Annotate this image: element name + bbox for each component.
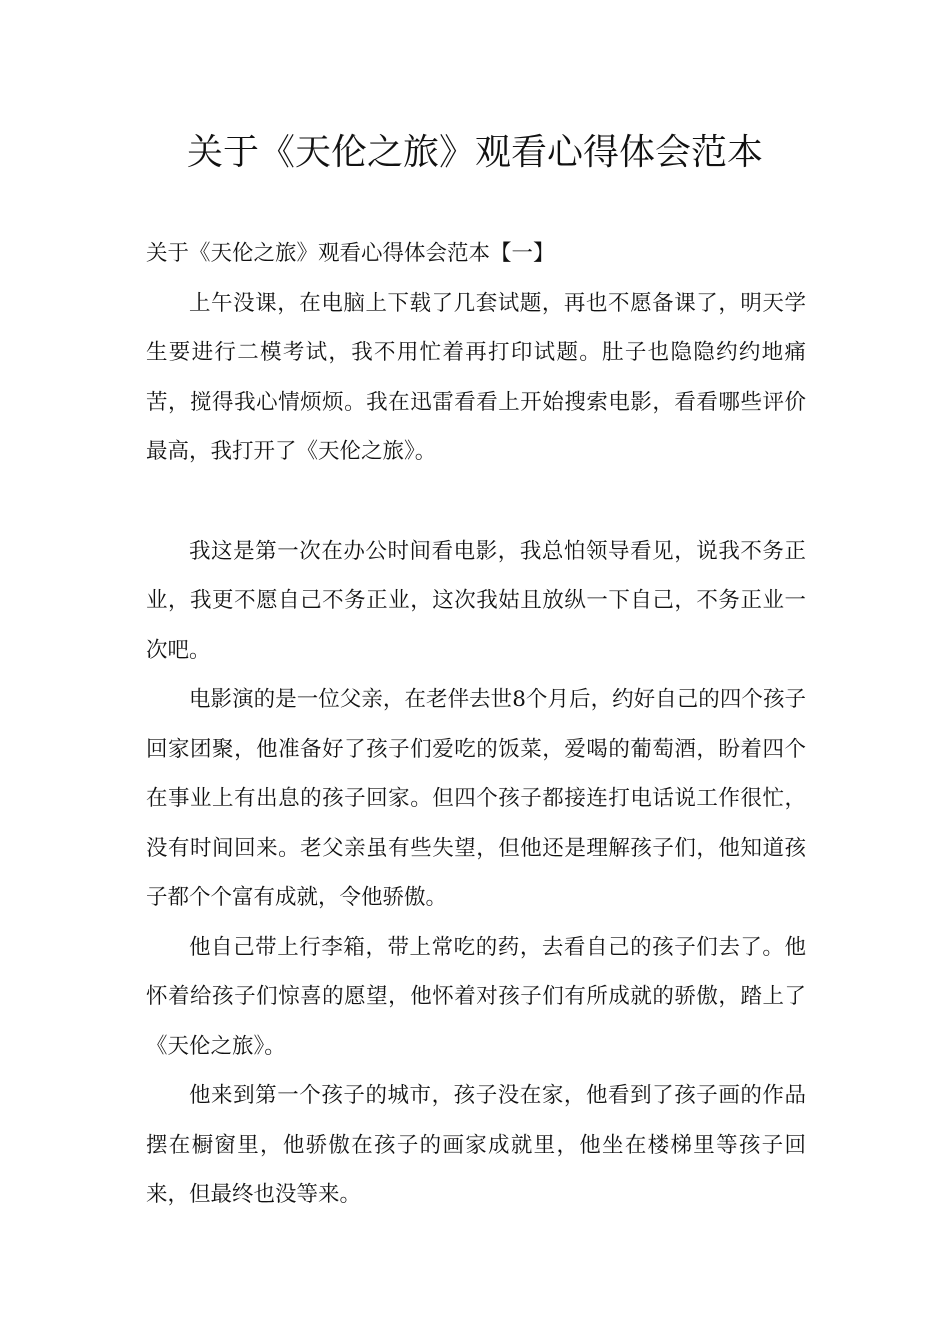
- paragraph: 他来到第一个孩子的城市，孩子没在家，他看到了孩子画的作品摆在橱窗里，他骄傲在孩子的画家成就里，他坐在楼梯里等孩子回来，但最终也没等来。: [146, 1083, 806, 1207]
- paragraph: 上午没课，在电脑上下载了几套试题，再也不愿备课了，明天学生要进行二模考试，我不用忙着再打印试题。肚子也隐隐约约地痛苦，搅得我心情烦烦。我在迅雷看看上开始搜索电影，看看哪些评价最高，我打开了《天伦之旅》。: [146, 290, 806, 464]
- document-body: [146, 229, 806, 1220]
- paragraph: 我这是第一次在办公时间看电影，我总怕领导看见，说我不务正业，我更不愿自己不务正业，这次我姑且放纵一下自己，不务正业一次吧。: [146, 538, 806, 663]
- document-title: 关于《天伦之旅》观看心得体会范本: [186, 132, 763, 173]
- paragraph: 他自己带上行李箱，带上常吃的药，去看自己的孩子们去了。他怀着给孩子们惊喜的愿望，他怀着对孩子们有所成就的骄傲，踏上了《天伦之旅》。: [146, 934, 806, 1059]
- paragraph: 电影演的是一位父亲，在老伴去世8个月后，约好自己的四个孩子回家团聚，他准备好了孩子们爱吃的饭菜，爱喝的葡萄酒，盼着四个在事业上有出息的孩子回家。但四个孩子都接连打电话说工作很忙，没有时间回来。老父亲虽有些失望，但他还是理解孩子们，他知道孩子都个个富有成就，令他骄傲。: [146, 687, 806, 910]
- section-heading: 关于《天伦之旅》观看心得体会范本【一】: [146, 241, 555, 266]
